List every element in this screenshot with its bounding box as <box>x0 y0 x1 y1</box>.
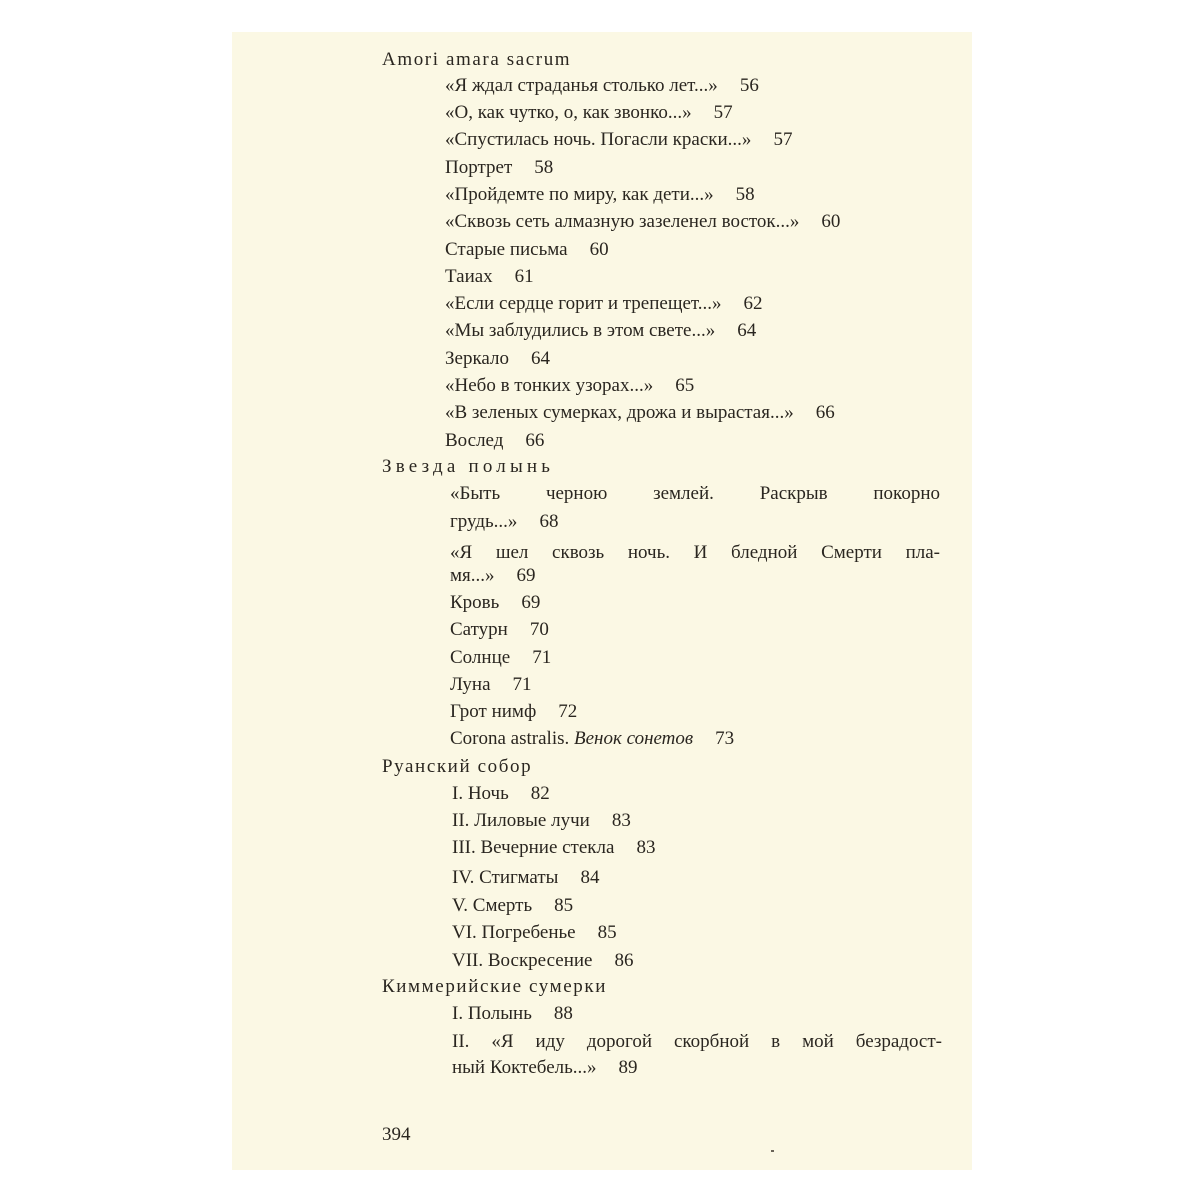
entry-title: Луна <box>450 674 491 695</box>
toc-entry-line2 <box>450 565 536 587</box>
entry-page-number: 66 <box>525 430 545 451</box>
toc-entry <box>452 895 573 917</box>
entry-page-number: 58 <box>735 184 755 205</box>
entry-page-number: 88 <box>553 1003 573 1024</box>
section-title-amori-amara-sacrum: Amori amara sacrum <box>382 49 572 70</box>
entry-title: «Спустилась ночь. Погасли краски...» <box>445 129 752 150</box>
entry-page-number: 58 <box>534 157 554 178</box>
entry-title: V. Смерть <box>452 895 533 916</box>
entry-title: «Небо в тонких узорах...» <box>445 375 654 396</box>
entry-title: Кровь <box>450 592 500 613</box>
entry-title: II. Лиловые лучи <box>452 810 590 831</box>
entry-page-number: 85 <box>554 895 574 916</box>
toc-entry <box>452 867 599 889</box>
toc-entry <box>452 783 550 805</box>
section-title-zvezda-polyn: Звезда полынь <box>382 456 555 477</box>
toc-entry <box>445 375 694 397</box>
entry-title: «Сквозь сеть алмазную зазеленел восток...» <box>445 211 800 232</box>
toc-entry <box>445 293 763 315</box>
entry-page-number: 71 <box>512 674 532 695</box>
entry-page-number: 60 <box>589 239 609 260</box>
entry-page-number: 82 <box>530 783 550 804</box>
entry-page-number: 64 <box>530 348 550 369</box>
toc-entry <box>445 102 733 124</box>
entry-page-number: 64 <box>737 320 757 341</box>
entry-title: III. Вечерние стекла <box>452 837 615 858</box>
entry-page-number: 62 <box>743 293 763 314</box>
entry-page-number: 57 <box>773 129 793 150</box>
entry-title: Таиах <box>445 266 493 287</box>
entry-page-number: 57 <box>713 102 733 123</box>
entry-title: I. Ночь <box>452 783 509 804</box>
entry-page-number: 65 <box>675 375 695 396</box>
entry-title: ный Коктебель...» <box>452 1057 597 1078</box>
entry-page-number: 66 <box>815 402 835 423</box>
entry-page-number: 68 <box>539 511 559 532</box>
toc-entry <box>445 157 553 179</box>
entry-page-number: 83 <box>636 837 656 858</box>
toc-entry-line1: II. «Я иду дорогой скорбной в мой безрадост- <box>452 1031 942 1052</box>
entry-page-number: 71 <box>532 647 552 668</box>
toc-entry <box>450 701 577 723</box>
toc-entry <box>445 184 755 206</box>
toc-entry-line2 <box>452 1057 638 1079</box>
entry-page-number: 85 <box>597 922 617 943</box>
entry-page-number: 69 <box>516 565 536 586</box>
entry-title: грудь...» <box>450 511 518 532</box>
entry-title: Грот нимф <box>450 701 537 722</box>
toc-entry <box>452 837 655 859</box>
toc-entry <box>445 348 550 370</box>
toc-entry <box>452 1003 573 1025</box>
entry-title: «Если сердце горит и трепещет...» <box>445 293 722 314</box>
entry-title: «Пройдемте по миру, как дети...» <box>445 184 714 205</box>
entry-title: Вослед <box>445 430 504 451</box>
toc-entry <box>445 239 609 261</box>
entry-page-number: 69 <box>521 592 541 613</box>
entry-title: VII. Воскресение <box>452 950 593 971</box>
entry-page-number: 89 <box>618 1057 638 1078</box>
toc-entry-line1: «Я шел сквозь ночь. И бледной Смерти пла- <box>450 542 940 563</box>
entry-title: «В зеленых сумерках, дрожа и вырастая...» <box>445 402 794 423</box>
toc-entry-line1: «Быть черною землей. Раскрыв покорно <box>450 483 940 504</box>
toc-entry <box>452 810 631 832</box>
entry-title: Солнце <box>450 647 511 668</box>
toc-entry <box>452 922 617 944</box>
entry-page-number: 70 <box>529 619 549 640</box>
toc-entry <box>445 402 835 424</box>
entry-title: IV. Стигматы <box>452 867 559 888</box>
entry-page-number: 72 <box>558 701 578 722</box>
entry-title: I. Полынь <box>452 1003 532 1024</box>
page-number-folio: 394 <box>382 1124 411 1145</box>
toc-entry <box>450 592 540 614</box>
section-title-ruanskiy-sobor: Руанский собор <box>382 756 533 777</box>
toc-entry <box>445 266 534 288</box>
toc-entry <box>445 129 792 151</box>
toc-entry <box>445 75 759 97</box>
toc-entry <box>445 430 544 452</box>
entry-page-number: 73 <box>715 728 735 749</box>
toc-entry <box>450 619 549 641</box>
entry-page-number: 84 <box>580 867 600 888</box>
entry-page-number: 60 <box>821 211 841 232</box>
toc-entry <box>445 211 840 233</box>
toc-entry-line2 <box>450 511 558 533</box>
toc-entry <box>450 728 734 750</box>
entry-subtitle: Венок сонетов <box>574 728 694 749</box>
entry-title: «Я ждал страданья столько лет...» <box>445 75 718 96</box>
entry-title: Портрет <box>445 157 513 178</box>
toc-entry <box>452 950 633 972</box>
entry-title: Corona astralis. <box>450 728 570 749</box>
entry-title: Сатурн <box>450 619 508 640</box>
entry-title: Старые письма <box>445 239 568 260</box>
print-speck <box>771 1150 774 1152</box>
entry-title: «О, как чутко, о, как звонко...» <box>445 102 692 123</box>
entry-page-number: 83 <box>611 810 631 831</box>
entry-title: Зеркало <box>445 348 509 369</box>
entry-page-number: 61 <box>514 266 534 287</box>
entry-title: мя...» <box>450 565 495 586</box>
entry-page-number: 86 <box>614 950 634 971</box>
toc-entry <box>450 647 551 669</box>
section-title-kimmeriyskie-sumerki: Киммерийские сумерки <box>382 976 607 997</box>
toc-entry <box>445 320 756 342</box>
entry-title: «Мы заблудились в этом свете...» <box>445 320 716 341</box>
toc-entry <box>450 674 532 696</box>
entry-title: VI. Погребенье <box>452 922 576 943</box>
entry-page-number: 56 <box>739 75 759 96</box>
